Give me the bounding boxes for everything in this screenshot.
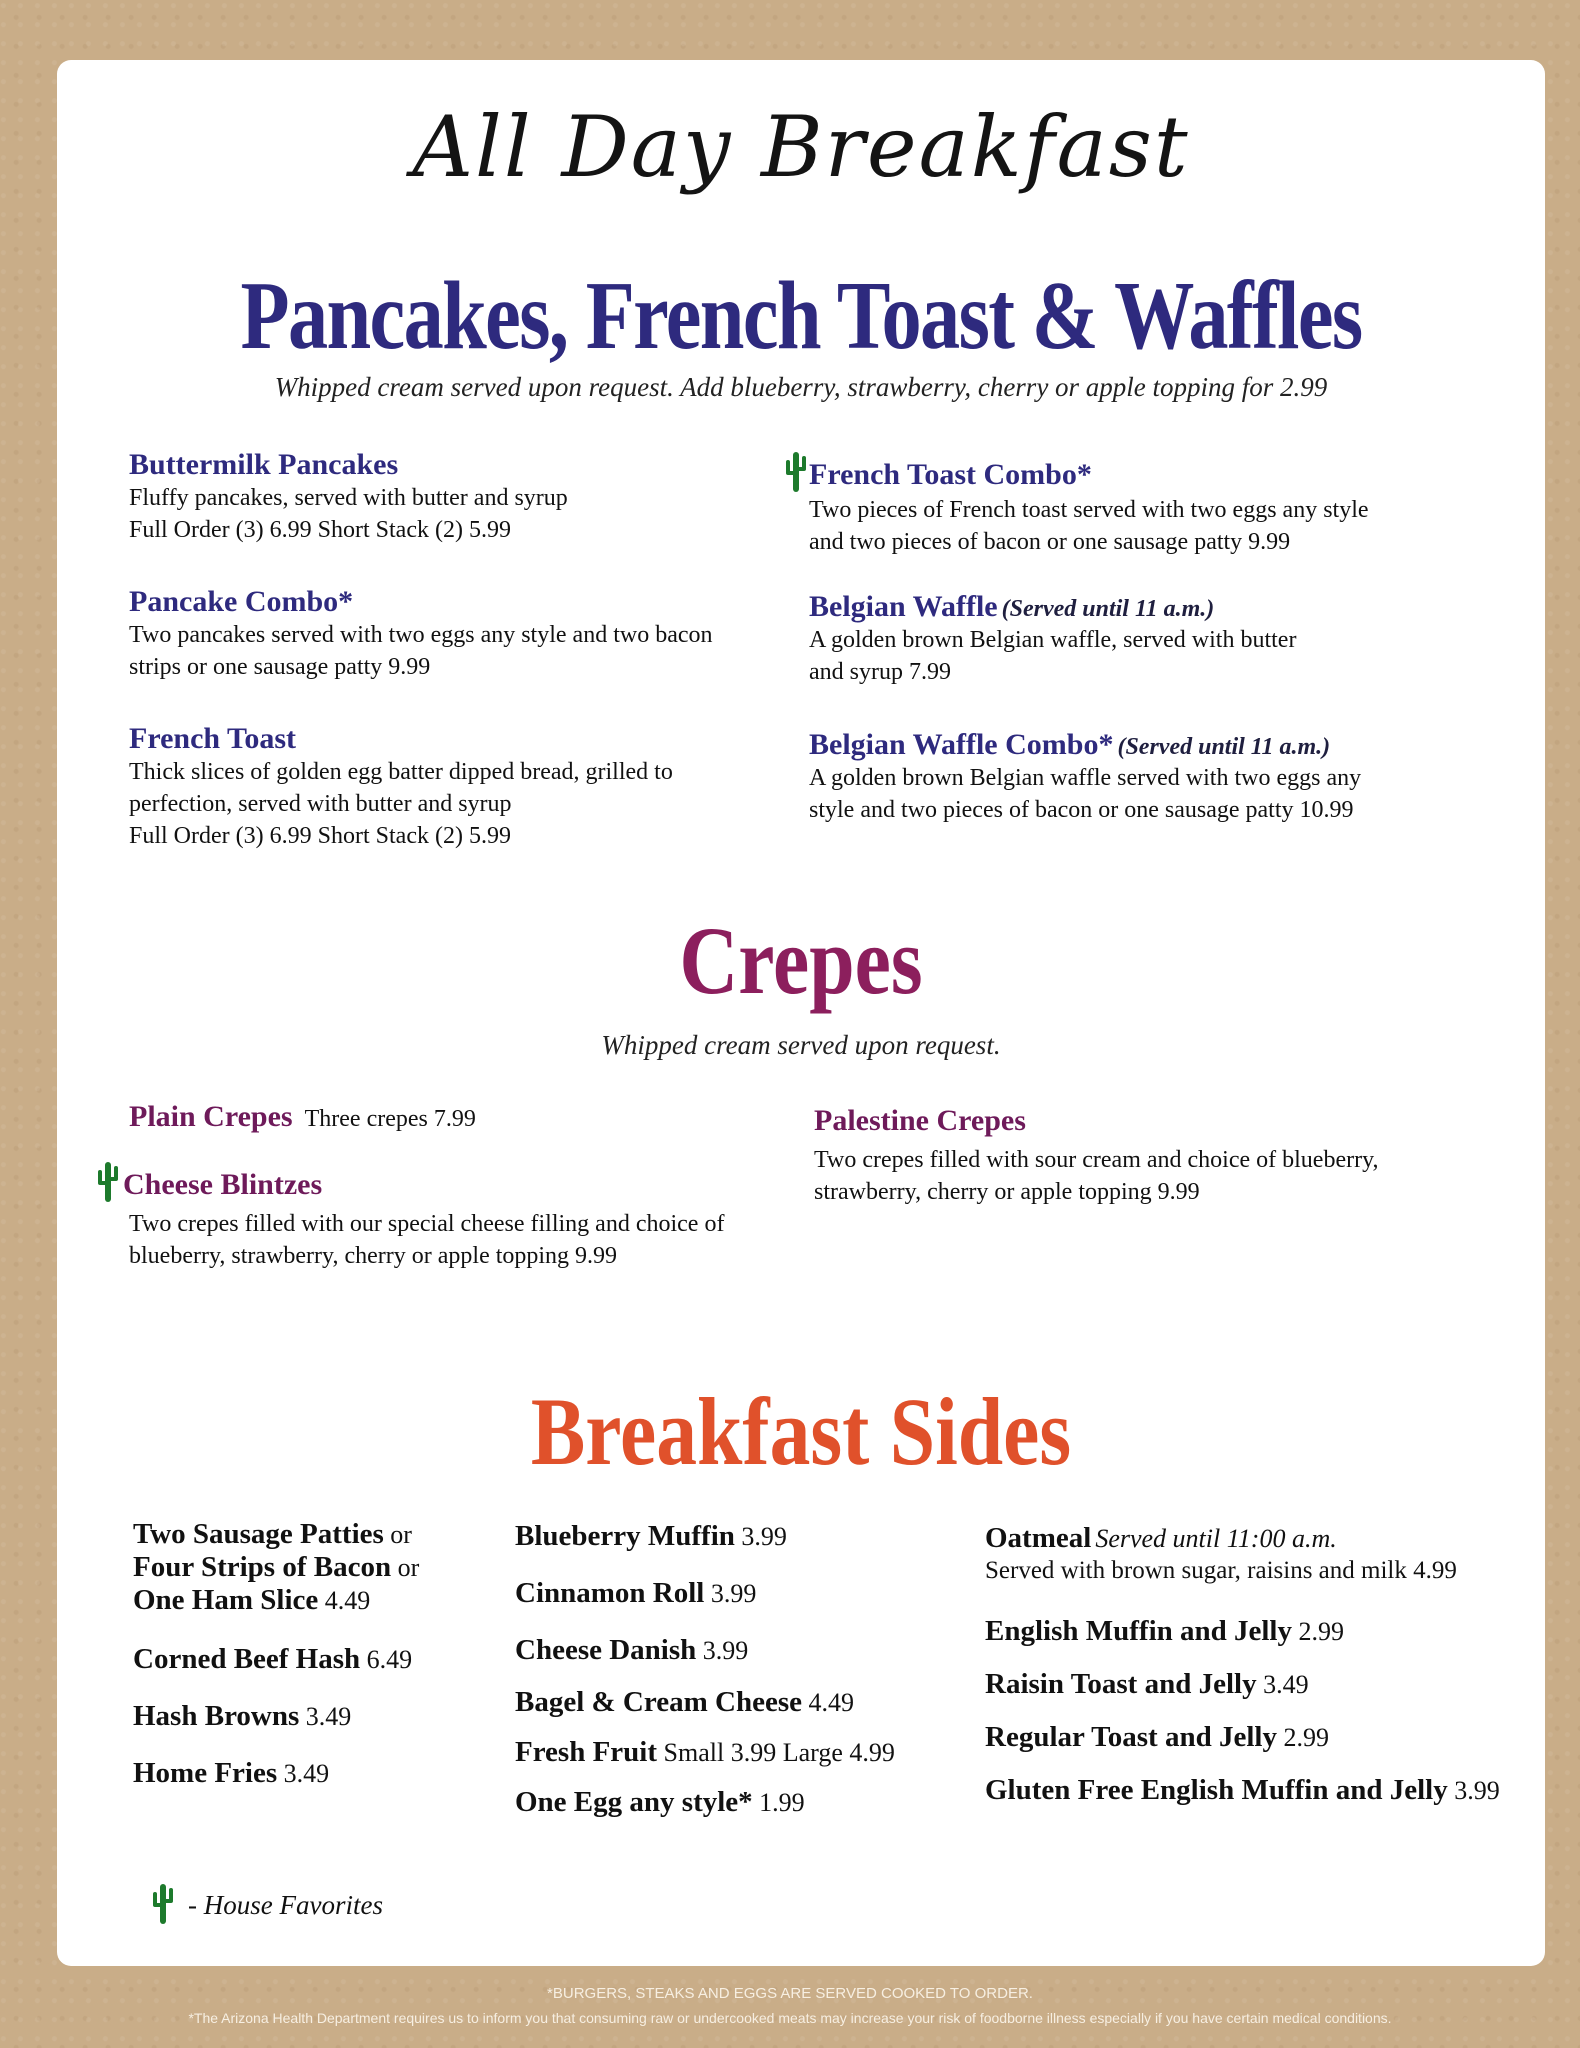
- menu-item: [129, 585, 829, 683]
- side-item: [515, 1786, 805, 1819]
- side-price: Small 3.99 Large 4.99: [657, 1738, 895, 1767]
- item-name: Pancake Combo*: [129, 585, 354, 618]
- cactus-icon: [152, 1882, 174, 1926]
- side-price: 2.99: [1292, 1617, 1344, 1646]
- side-price: 4.49: [801, 1688, 854, 1717]
- side-item: [985, 1522, 1525, 1587]
- side-item: [133, 1700, 351, 1733]
- item-desc: strawberry, cherry or apple topping 9.99: [814, 1179, 1200, 1205]
- side-price: or: [391, 1553, 420, 1582]
- side-item: [515, 1686, 854, 1719]
- side-price: 3.99: [734, 1522, 787, 1551]
- pancakes-subtitle: Whipped cream served upon request. Add blueberry, strawberry, cherry or apple topping for 2.99: [274, 372, 1328, 402]
- menu-item: [814, 1104, 1514, 1208]
- side-name: Home Fries: [133, 1757, 278, 1789]
- item-name: French Toast: [129, 722, 296, 755]
- side-item: [133, 1518, 473, 1617]
- side-price: or: [383, 1520, 412, 1549]
- item-desc: Two pancakes served with two eggs any style and two bacon: [129, 622, 713, 648]
- menu-item: [129, 448, 829, 546]
- side-price: 4.49: [318, 1586, 371, 1615]
- item-note: (Served until 11 a.m.): [1117, 734, 1331, 760]
- menu-card: [57, 60, 1545, 1966]
- item-desc: Fluffy pancakes, served with butter and syrup: [129, 485, 568, 511]
- item-desc: and two pieces of bacon or one sausage patty 9.99: [809, 529, 1291, 555]
- side-name: Two Sausage Patties: [133, 1518, 384, 1550]
- side-item: [515, 1736, 895, 1769]
- side-item: [985, 1774, 1500, 1807]
- side-item: [133, 1643, 412, 1676]
- side-name: Gluten Free English Muffin and Jelly: [985, 1774, 1448, 1806]
- side-price: 3.99: [1447, 1776, 1500, 1805]
- side-price: 3.49: [1256, 1670, 1309, 1699]
- side-name: Four Strips of Bacon: [133, 1551, 392, 1583]
- side-name: Cheese Danish: [515, 1634, 697, 1666]
- item-desc: Two crepes filled with sour cream and choice of blueberry,: [814, 1147, 1379, 1173]
- cactus-icon: [785, 450, 807, 494]
- cactus-icon: [97, 1160, 119, 1204]
- item-price: Full Order (3) 6.99 Short Stack (2) 5.99: [129, 823, 511, 849]
- section-title-sides: Breakfast Sides: [530, 1378, 1072, 1485]
- side-price: 3.49: [299, 1702, 352, 1731]
- side-item: [985, 1668, 1309, 1701]
- item-note: (Served until 11 a.m.): [1001, 596, 1215, 622]
- item-desc: A golden brown Belgian waffle, served with butter: [809, 627, 1297, 653]
- item-desc: blueberry, strawberry, cherry or apple topping 9.99: [129, 1243, 618, 1269]
- side-name: English Muffin and Jelly: [985, 1615, 1292, 1647]
- side-name: Oatmeal: [985, 1522, 1092, 1554]
- side-note: Served until 11:00 a.m.: [1095, 1524, 1337, 1553]
- side-name: One Ham Slice: [133, 1584, 319, 1616]
- side-name: Regular Toast and Jelly: [985, 1721, 1277, 1753]
- footer-disclaimer: *The Arizona Health Department requires us to inform you that consuming raw or undercooked meats may increase your risk of foodborne illness especially if you have certain medical conditions.: [188, 2010, 1392, 2026]
- side-name: Raisin Toast and Jelly: [985, 1668, 1257, 1700]
- item-desc: Two crepes filled with our special cheese filling and choice of: [129, 1211, 725, 1237]
- item-desc: Two pieces of French toast served with two eggs any style: [809, 497, 1369, 523]
- item-name: Plain Crepes: [129, 1100, 293, 1133]
- item-desc: and syrup 7.99: [809, 659, 951, 685]
- crepes-subtitle: Whipped cream served upon request.: [601, 1030, 1001, 1060]
- legend: [152, 1882, 383, 1926]
- legend-text: - House Favorites: [188, 1890, 383, 1920]
- item-name: Palestine Crepes: [814, 1104, 1026, 1137]
- side-item: [985, 1721, 1329, 1754]
- menu-item: [785, 450, 1515, 558]
- side-item: [133, 1757, 329, 1790]
- menu-item: [809, 728, 1519, 826]
- side-desc: Served with brown sugar, raisins and milk 4.99: [985, 1557, 1457, 1584]
- item-name: Belgian Waffle: [809, 590, 998, 623]
- menu-item: [129, 1100, 769, 1135]
- item-desc: strips or one sausage patty 9.99: [129, 654, 431, 680]
- side-item: [515, 1577, 756, 1610]
- side-name: Cinnamon Roll: [515, 1577, 705, 1609]
- menu-item: [129, 722, 829, 852]
- section-title-crepes: Crepes: [679, 907, 923, 1014]
- side-price: 3.99: [704, 1579, 757, 1608]
- side-price: 3.49: [277, 1759, 330, 1788]
- side-price: 3.99: [696, 1636, 749, 1665]
- side-item: [985, 1615, 1344, 1648]
- side-name: Fresh Fruit: [515, 1736, 658, 1768]
- item-name: Belgian Waffle Combo*: [809, 728, 1114, 761]
- item-name: French Toast Combo*: [809, 458, 1092, 491]
- side-name: Blueberry Muffin: [515, 1520, 735, 1552]
- menu-item: [97, 1160, 817, 1272]
- side-price: 1.99: [752, 1788, 805, 1817]
- item-desc: style and two pieces of bacon or one sausage patty 10.99: [809, 797, 1354, 823]
- menu-item: [809, 590, 1519, 688]
- page-title: All Day Breakfast: [412, 98, 1190, 196]
- side-name: Bagel & Cream Cheese: [515, 1686, 802, 1718]
- side-price: 6.49: [360, 1645, 413, 1674]
- section-title-pancakes: Pancakes, French Toast & Waffles: [240, 262, 1362, 370]
- item-desc: Thick slices of golden egg batter dipped bread, grilled to: [129, 759, 673, 785]
- item-desc: Three crepes 7.99: [304, 1106, 476, 1132]
- side-name: Hash Browns: [133, 1700, 300, 1732]
- item-desc: perfection, served with butter and syrup: [129, 791, 512, 817]
- item-price: Full Order (3) 6.99 Short Stack (2) 5.99: [129, 517, 511, 543]
- footer-note: *BURGERS, STEAKS AND EGGS ARE SERVED COOKED TO ORDER.: [547, 1985, 1033, 2002]
- side-item: [515, 1634, 748, 1667]
- side-name: Corned Beef Hash: [133, 1643, 361, 1675]
- side-price: 2.99: [1276, 1723, 1329, 1752]
- item-name: Cheese Blintzes: [123, 1168, 323, 1201]
- side-name: One Egg any style*: [515, 1786, 753, 1818]
- item-name: Buttermilk Pancakes: [129, 448, 399, 481]
- side-item: [515, 1520, 787, 1553]
- item-desc: A golden brown Belgian waffle served with two eggs any: [809, 765, 1362, 791]
